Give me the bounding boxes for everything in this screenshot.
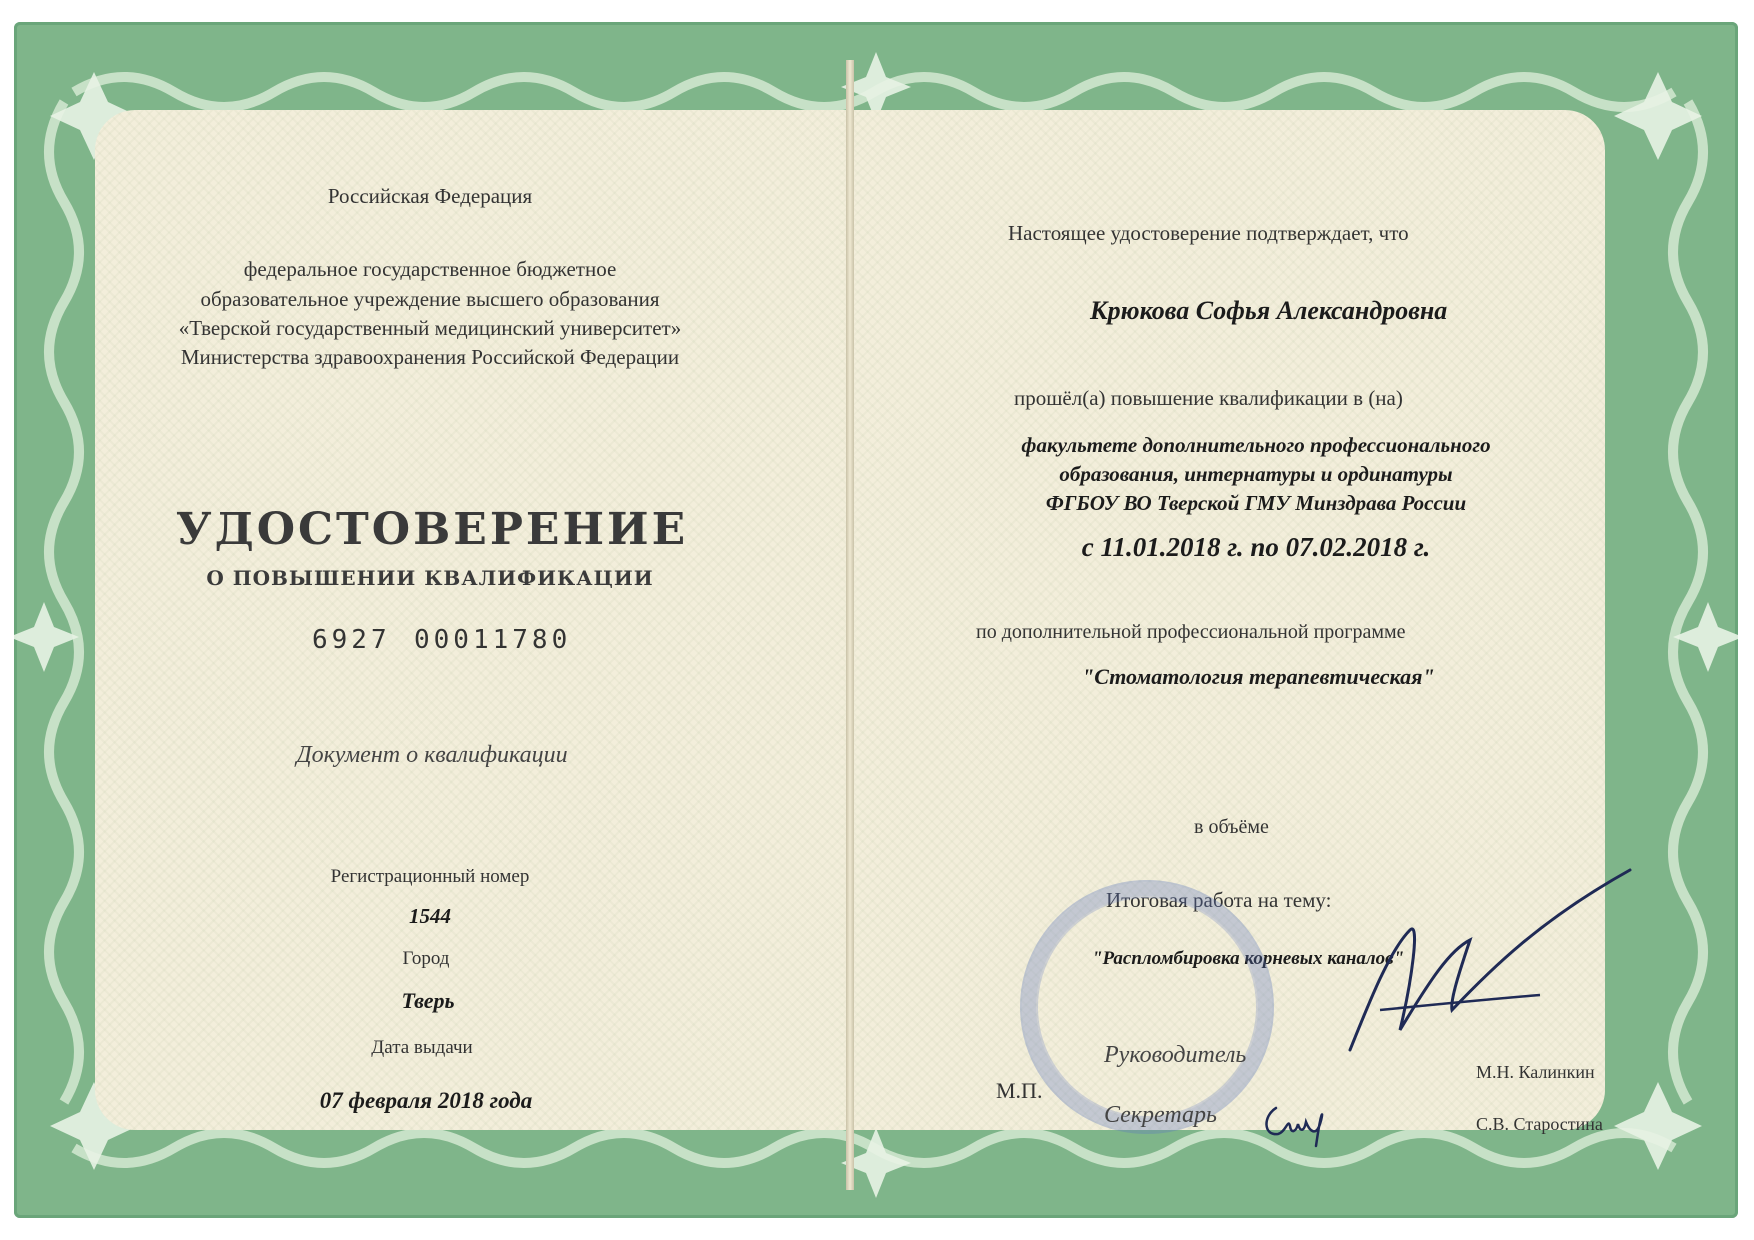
issue-date-value: 07 февраля 2018 года [319, 1088, 533, 1113]
head-name: М.Н. Калинкин [1476, 1062, 1595, 1082]
page-fold [846, 60, 854, 1190]
program-name: "Стоматология терапевтическая" [1082, 664, 1435, 689]
institution-line-3: «Тверской государственный медицинский университет» [178, 316, 682, 340]
thesis-title: "Распломбировка корневых каналов" [1092, 948, 1405, 969]
certificate-title: УДОСТОВЕРЕНИЕ [175, 504, 689, 555]
head-label: Руководитель [1104, 1042, 1247, 1068]
certificate-subtitle: О ПОВЫШЕНИИ КВАЛИФИКАЦИИ [206, 566, 654, 590]
registration-label: Регистрационный номер [330, 866, 530, 887]
volume-label: в объёме [1194, 816, 1269, 838]
certificate-series: 6927 [312, 625, 391, 655]
program-label: по дополнительной профессиональной программе [976, 621, 1406, 643]
certificate-number: 00011780 [414, 625, 572, 655]
person-name: Крюкова Софья Александровна [1090, 296, 1448, 325]
issue-date-label: Дата выдачи [371, 1037, 473, 1058]
registration-number: 1544 [409, 904, 451, 928]
secretary-signature [1258, 1096, 1338, 1156]
city-value: Тверь [401, 988, 455, 1013]
faculty-line-3: ФГБОУ ВО Тверской ГМУ Минздрава России [1045, 491, 1467, 515]
institution-line-4: Министерства здравоохранения Российской Федерации [180, 345, 680, 369]
seal-place-label: М.П. [996, 1078, 1043, 1103]
country-name: Российская Федерация [327, 184, 533, 208]
thesis-label: Итоговая работа на тему: [1106, 888, 1332, 912]
faculty-line-1: факультете дополнительного профессионального [1021, 433, 1491, 457]
document-type: Документ о квалификации [296, 742, 568, 768]
intro-text: Настоящее удостоверение подтверждает, что [1008, 221, 1409, 245]
secretary-name: С.В. Старостина [1476, 1114, 1603, 1134]
passed-text: прошёл(а) повышение квалификации в (на) [1014, 386, 1403, 410]
head-signature [1340, 860, 1640, 1060]
institution-line-2: образовательное учреждение высшего образования [200, 287, 660, 311]
city-label: Город [402, 948, 450, 969]
faculty-line-2: образования, интернатуры и ординатуры [1059, 462, 1453, 486]
secretary-label: Секретарь [1104, 1102, 1217, 1128]
official-stamp [1020, 880, 1274, 1134]
study-period: с 11.01.2018 г. по 07.02.2018 г. [1081, 532, 1431, 562]
institution-line-1: федеральное государственное бюджетное [243, 257, 617, 281]
